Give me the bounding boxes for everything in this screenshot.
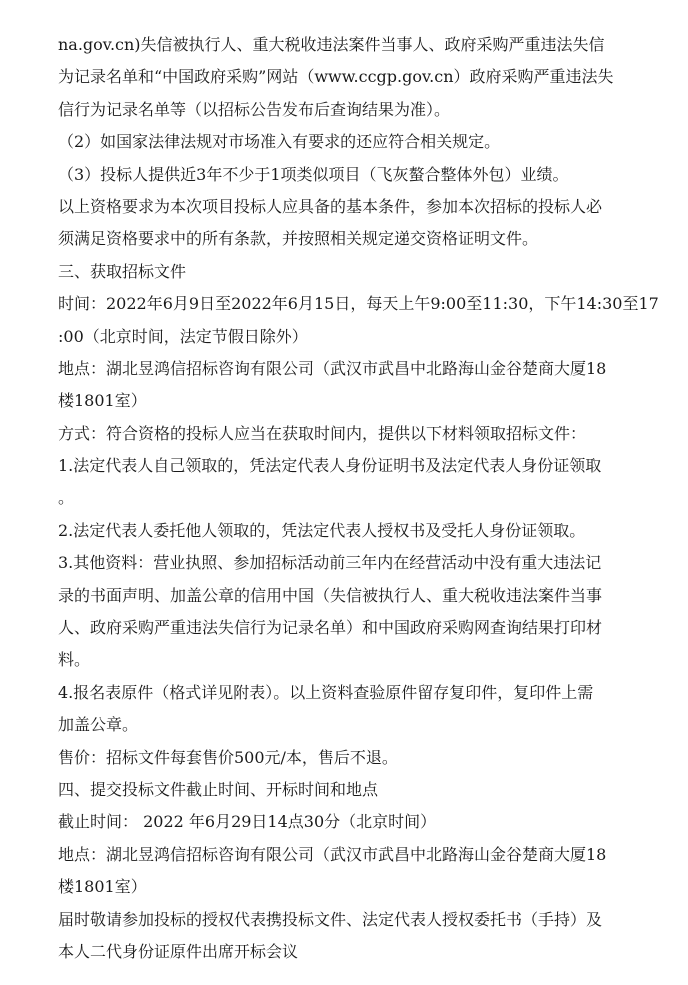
text-line: （3）投标人提供近3年不少于1项类似项目（飞灰螯合整体外包）业绩。 xyxy=(58,164,569,184)
text-line: 2.法定代表人委托他人领取的，凭法定代表人授权书及受托人身份证领取。 xyxy=(58,520,586,540)
text-line: （2）如国家法律法规对市场准入有要求的还应符合相关规定。 xyxy=(58,132,501,152)
text-line: 须满足资格要求中的所有条款，并按照相关规定递交资格证明文件。 xyxy=(58,229,539,249)
text-line: 本人二代身份证原件出席开标会议 xyxy=(58,941,299,961)
text-line: 加盖公章。 xyxy=(58,715,139,735)
section-heading: 三、获取招标文件 xyxy=(58,261,187,281)
text-line: 截止时间： 2022 年6月29日14点30分（北京时间） xyxy=(58,812,437,832)
section-heading: 四、提交投标文件截止时间、开标时间和地点 xyxy=(58,779,379,799)
text-line: 1.法定代表人自己领取的，凭法定代表人身份证明书及法定代表人身份证领取 xyxy=(58,456,602,476)
text-line: 楼1801室） xyxy=(58,877,147,897)
text-line: 时间：2022年6月9日至2022年6月15日，每天上午9:00至11:30，下午14:30至17 xyxy=(58,294,659,314)
text-line: 人、政府采购严重违法失信行为记录名单）和中国政府采购网查询结果打印材 xyxy=(58,618,603,638)
text-line: 信行为记录名单等（以招标公告发布后查询结果为准）。 xyxy=(58,99,451,119)
text-line: 楼1801室） xyxy=(58,391,147,411)
document-body xyxy=(58,29,658,968)
text-line: 以上资格要求为本次项目投标人应具备的基本条件，参加本次招标的投标人必 xyxy=(58,196,603,216)
text-line: :00（北京时间，法定节假日除外） xyxy=(58,326,308,346)
text-line: 。 xyxy=(58,488,75,508)
text-line: 地点：湖北昱鸿信招标咨询有限公司（武汉市武昌中北路海山金谷楚商大厦18 xyxy=(58,844,607,864)
text-line: 录的书面声明、加盖公章的信用中国（失信被执行人、重大税收违法案件当事 xyxy=(58,585,603,605)
text-line: 届时敬请参加投标的授权代表携投标文件、法定代表人授权委托书（手持）及 xyxy=(58,909,603,929)
text-line: 售价：招标文件每套售价500元/本，售后不退。 xyxy=(58,747,398,767)
text-line: 4.报名表原件（格式详见附表）。以上资料查验原件留存复印件，复印件上需 xyxy=(58,682,594,702)
text-line: 料。 xyxy=(58,650,91,670)
text-line: 地点：湖北昱鸿信招标咨询有限公司（武汉市武昌中北路海山金谷楚商大厦18 xyxy=(58,358,607,378)
text-line: 方式：符合资格的投标人应当在获取时间内，提供以下材料领取招标文件： xyxy=(58,423,587,443)
text-line: 3.其他资料：营业执照、参加招标活动前三年内在经营活动中没有重大违法记 xyxy=(58,553,602,573)
text-line: na.gov.cn)失信被执行人、重大税收违法案件当事人、政府采购严重违法失信 xyxy=(58,35,605,54)
text-line: 为记录名单和“中国政府采购”网站（www.ccgp.gov.cn）政府采购严重违法失 xyxy=(58,67,614,87)
